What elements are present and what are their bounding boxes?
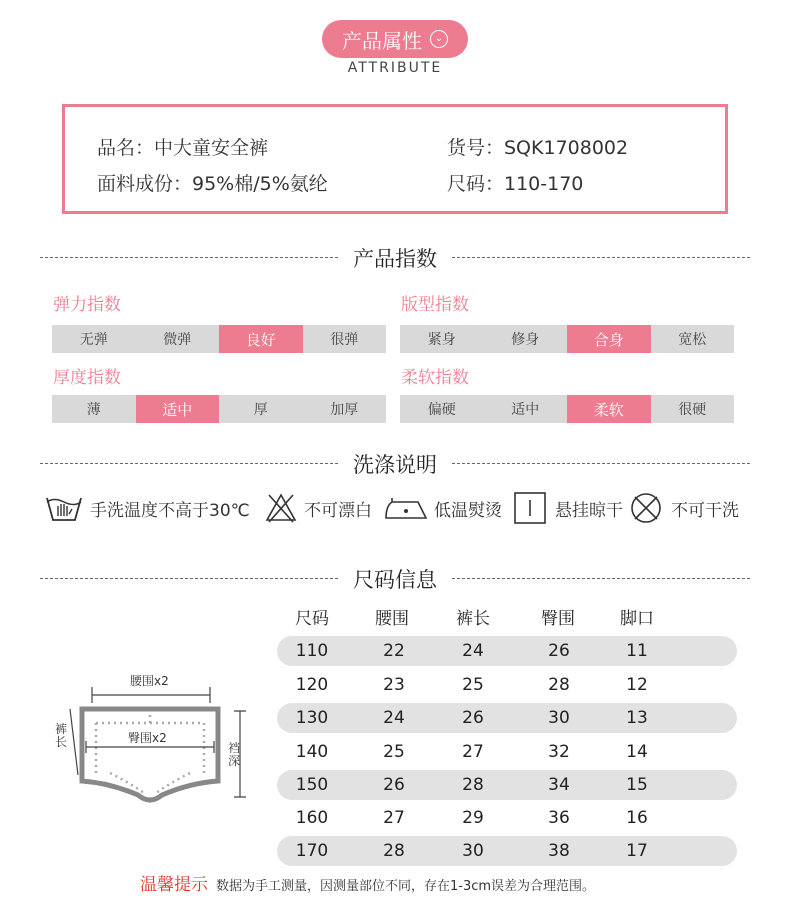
index-option: 薄 [86, 402, 101, 418]
table-header: 尺码 [295, 609, 329, 629]
table-cell: 110 [295, 641, 329, 661]
table-cell: 11 [626, 641, 648, 661]
index-option: 厚 [253, 402, 268, 418]
section-size-header [40, 564, 750, 594]
index-option-selected: 良好 [219, 325, 303, 353]
table-cell: 170 [295, 841, 329, 861]
attribute-title: 产品属性 [342, 28, 422, 53]
no-dry-clean-icon [629, 491, 665, 525]
index-option: 无弹 [79, 332, 108, 348]
hand-wash-icon [44, 492, 84, 524]
table-cell: 34 [548, 775, 570, 795]
table-header: 裤长 [456, 609, 490, 629]
table-row [277, 770, 737, 800]
index-option-selected: 柔软 [567, 395, 651, 423]
hang-dry-icon [513, 491, 549, 525]
index-label-fit: 版型指数 [401, 295, 469, 315]
table-cell: 12 [626, 675, 648, 695]
diagram-label-length: 裤长 [55, 722, 68, 749]
table-cell: 26 [462, 708, 484, 728]
table-cell: 26 [548, 641, 570, 661]
table-cell: 140 [295, 742, 329, 762]
table-cell: 28 [383, 841, 405, 861]
attribute-header-pill [322, 20, 468, 58]
wash-item-low-iron [384, 490, 502, 526]
table-cell: 14 [626, 742, 648, 762]
table-cell: 15 [626, 775, 648, 795]
wash-item-no-dry-clean [629, 490, 739, 526]
table-cell: 25 [462, 675, 484, 695]
table-cell: 28 [462, 775, 484, 795]
table-cell: 120 [295, 675, 329, 695]
index-option: 紧身 [427, 332, 456, 348]
table-header: 腰围 [375, 609, 409, 629]
chevron-down-icon: ⌄ [430, 30, 448, 48]
product-name: 品名：中大童安全裤 [97, 137, 269, 159]
wash-text: 悬挂晾干 [555, 500, 623, 521]
table-cell: 36 [548, 808, 570, 828]
wash-text: 不可漂白 [304, 500, 372, 521]
section-size-title: 尺码信息 [353, 568, 437, 592]
table-cell: 26 [383, 775, 405, 795]
section-wash-header [40, 449, 750, 479]
wash-item-no-bleach [264, 490, 372, 526]
table-cell: 130 [295, 708, 329, 728]
index-option: 偏硬 [427, 402, 456, 418]
product-fabric: 面料成份：95%棉/5%氨纶 [97, 173, 328, 195]
index-label-thickness: 厚度指数 [53, 368, 121, 388]
table-row [277, 670, 737, 700]
table-row [277, 636, 737, 666]
product-size-range: 尺码：110-170 [447, 173, 584, 195]
index-bar-elasticity [52, 325, 386, 353]
table-cell: 30 [462, 841, 484, 861]
table-cell: 17 [626, 841, 648, 861]
table-row [277, 803, 737, 833]
no-bleach-icon [264, 492, 298, 524]
table-cell: 16 [626, 808, 648, 828]
table-cell: 24 [462, 641, 484, 661]
table-cell: 24 [383, 708, 405, 728]
warm-tip-text: 数据为手工测量，因测量部位不同，存在1-3cm误差为合理范围。 [216, 879, 596, 894]
table-cell: 27 [462, 742, 484, 762]
table-cell: 13 [626, 708, 648, 728]
table-cell: 28 [548, 675, 570, 695]
index-option: 宽松 [678, 332, 707, 348]
table-header: 臀围 [541, 609, 575, 629]
wash-text: 低温熨烫 [434, 500, 502, 521]
index-option-selected: 合身 [567, 325, 651, 353]
warm-tip-title: 温馨提示 [140, 875, 208, 895]
table-cell: 25 [383, 742, 405, 762]
table-cell: 23 [383, 675, 405, 695]
product-sku: 货号：SQK1708002 [447, 137, 629, 159]
section-index-title: 产品指数 [353, 247, 437, 271]
section-index-header [40, 243, 750, 273]
index-bar-softness [400, 395, 734, 423]
table-row [277, 703, 737, 733]
index-option: 加厚 [330, 402, 359, 418]
table-row [277, 737, 737, 767]
index-option: 很硬 [678, 402, 707, 418]
wash-item-hand-wash [44, 490, 250, 526]
index-option: 修身 [511, 332, 540, 348]
table-cell: 27 [383, 808, 405, 828]
index-option: 微弹 [163, 332, 192, 348]
wash-text: 不可干洗 [671, 500, 739, 521]
attribute-subtitle: ATTRIBUTE [347, 60, 443, 76]
index-bar-fit [400, 325, 734, 353]
table-cell: 38 [548, 841, 570, 861]
diagram-label-hip: 臀围x2 [128, 731, 167, 745]
table-cell: 22 [383, 641, 405, 661]
wash-item-hang-dry [513, 490, 623, 526]
index-label-elasticity: 弹力指数 [53, 295, 121, 315]
table-header: 脚口 [620, 609, 654, 629]
section-wash-title: 洗涤说明 [353, 453, 437, 477]
diagram-label-waist: 腰围x2 [130, 674, 169, 688]
index-bar-thickness [52, 395, 386, 423]
wash-text: 手洗温度不高于30℃ [90, 500, 250, 521]
index-option-selected: 适中 [136, 395, 220, 423]
low-iron-icon [384, 492, 428, 524]
index-option: 很弹 [330, 332, 359, 348]
index-label-softness: 柔软指数 [401, 368, 469, 388]
diagram-label-rise: 裆深 [228, 741, 241, 768]
index-option: 适中 [511, 402, 540, 418]
table-cell: 160 [295, 808, 329, 828]
table-cell: 29 [462, 808, 484, 828]
table-cell: 30 [548, 708, 570, 728]
table-row [277, 836, 737, 866]
warm-tip [140, 870, 595, 895]
table-cell: 32 [548, 742, 570, 762]
table-cell: 150 [295, 775, 329, 795]
